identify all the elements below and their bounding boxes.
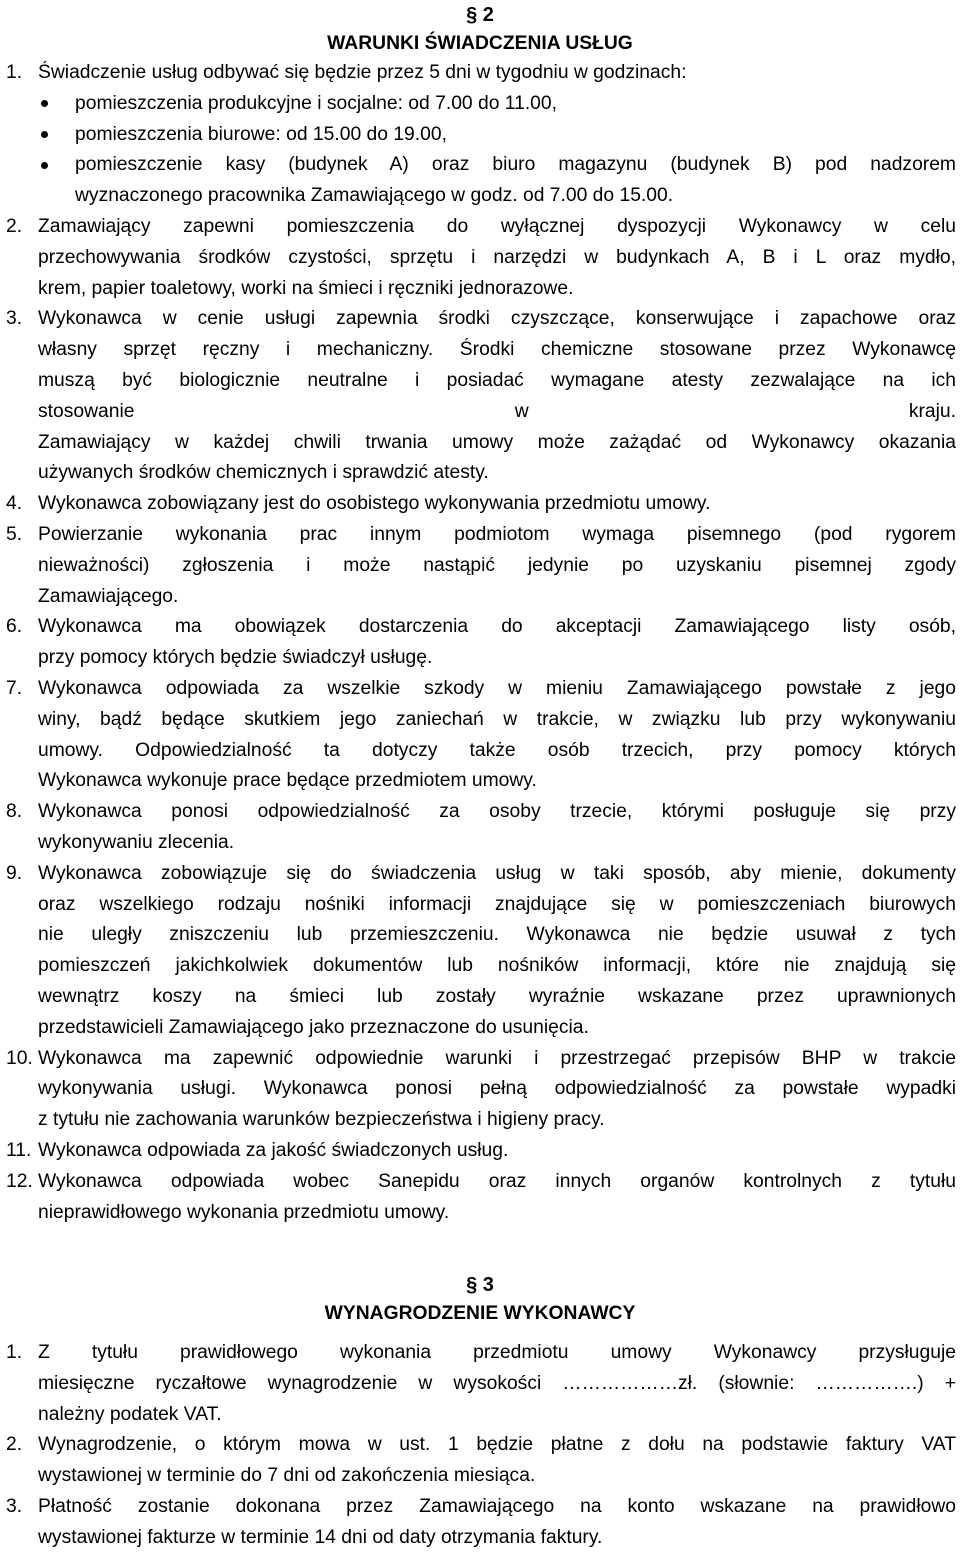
list-item-text-line: Zamawiający w każdej chwili trwania umowy może zażądać od Wykonawcy okazania <box>38 431 956 453</box>
list-item-number: 1. <box>6 62 23 83</box>
list-item-text-line: winy, bądź będące skutkiem jego zaniechań w trakcie, w związku lub przy wykonywaniu <box>38 708 956 730</box>
list-item-text-line: Wynagrodzenie, o którym mowa w ust. 1 będzie płatne z dołu na podstawie faktury VAT <box>38 1434 956 1456</box>
list-item-number: 3. <box>6 308 23 330</box>
list-item-text-line: wystawionej fakturze w terminie 14 dni od daty otrzymania faktury. <box>38 1526 603 1548</box>
list-item-text-line: Wykonawca w cenie usługi zapewnia środki czyszczące, konserwujące i zapachowe oraz <box>38 308 956 330</box>
list-item-text-line: Wykonawca wykonuje prace będące przedmiotem umowy. <box>38 770 537 792</box>
list-item-text-line: Wykonawca zobowiązuje się do świadczenia usług w taki sposób, aby mienie, dokumenty <box>38 862 956 884</box>
list-item-number: 5. <box>6 524 23 545</box>
list-item-number: 4. <box>6 493 23 515</box>
list-item-number: 1. <box>6 1342 23 1363</box>
list-item-text-line: wystawionej w terminie do 7 dni od zakończenia miesiąca. <box>38 1465 536 1487</box>
bullet-text-line: pomieszczenie kasy (budynek A) oraz biuro magazynu (budynek B) pod nadzorem <box>75 154 956 176</box>
list-item-text-line: przy pomocy których będzie świadczył usługę. <box>38 647 433 669</box>
list-item-number: 7. <box>6 678 23 699</box>
list-item-number: 11. <box>6 1140 32 1161</box>
list-item-text-line: nieprawidłowego wykonania przedmiotu umowy. <box>38 1201 450 1223</box>
list-item-text-line: krem, papier toaletowy, worki na śmieci i ręczniki jednorazowe. <box>38 277 574 299</box>
section-3-title: WYNAGRODZENIE WYKONAWCY <box>324 1303 636 1324</box>
bullet-text-line: wyznaczonego pracownika Zamawiającego w godz. od 7.00 do 15.00. <box>75 185 674 207</box>
list-item-text-line: pomieszczeń jakichkolwiek dokumentów lub nośników informacji, które nie znajdują się <box>38 955 956 977</box>
section-2-symbol: § 2 <box>466 4 494 26</box>
list-item-text-line: Powierzanie wykonania prac innym podmiotom wymaga pisemnego (pod rygorem <box>38 524 956 545</box>
list-item-number: 6. <box>6 616 23 638</box>
list-item-text-line: przechowywania środków czystości, sprzętu i narzędzi w budynkach A, B i L oraz mydło, <box>38 246 956 268</box>
list-item-number: 2. <box>6 216 23 237</box>
list-item-text-line: wykonywaniu zlecenia. <box>38 832 235 853</box>
list-item-text-line: wykonywania usługi. Wykonawca ponosi pełną odpowiedzialność za powstałe wypadki <box>38 1078 956 1100</box>
bullet-icon <box>38 153 50 177</box>
list-item-text-line: Wykonawca ponosi odpowiedzialność za osoby trzecie, którymi posługuje się przy <box>38 801 956 823</box>
list-item-text-line: oraz wszelkiego rodzaju nośniki informacji znajdujące się w pomieszczeniach biurowych <box>38 893 956 915</box>
list-item-text-line: Wykonawca odpowiada wobec Sanepidu oraz innych organów kontrolnych z tytułu <box>38 1170 956 1192</box>
list-item-text-line: Świadczenie usług odbywać się będzie przez 5 dni w tygodniu w godzinach: <box>38 62 687 83</box>
list-item-number: 12. <box>6 1170 33 1192</box>
list-item-text-line: Wykonawca odpowiada za wszelkie szkody w mieniu Zamawiającego powstałe z jego <box>38 678 956 699</box>
list-item-number: 8. <box>6 801 23 823</box>
list-item-number: 3. <box>6 1496 23 1517</box>
bullet-text-line: pomieszczenia biurowe: od 15.00 do 19.00, <box>75 123 447 145</box>
list-item-number: 9. <box>6 862 23 884</box>
list-item-text-line: Wykonawca ma zapewnić odpowiednie warunki i przestrzegać przepisów BHP w trakcie <box>38 1047 956 1069</box>
section-2-title: WARUNKI ŚWIADCZENIA USŁUG <box>327 33 633 54</box>
list-item-text-line: Z tytułu prawidłowego wykonania przedmiotu umowy Wykonawcy przysługuje <box>38 1342 956 1363</box>
list-item-text-line: Wykonawca ma obowiązek dostarczenia do akceptacji Zamawiającego listy osób, <box>38 616 956 638</box>
section-3-symbol: § 3 <box>466 1274 494 1296</box>
bullet-text-line: pomieszczenia produkcyjne i socjalne: od 7.00 do 11.00, <box>75 92 557 114</box>
list-item-number: 10. <box>6 1047 33 1069</box>
list-item-text-line: Wykonawca zobowiązany jest do osobistego wykonywania przedmiotu umowy. <box>38 493 711 515</box>
list-item-text-line: Zamawiający zapewni pomieszczenia do wyłącznej dyspozycji Wykonawcy w celu <box>38 216 956 237</box>
list-item-text-line: używanych środków chemicznych i sprawdzić atesty. <box>38 462 489 484</box>
list-item-text-line: muszą być biologicznie neutralne i posiadać wymagane atesty zezwalające na ich <box>38 370 956 391</box>
list-item-text-line: Płatność zostanie dokonana przez Zamawiającego na konto wskazane na prawidłowo <box>38 1496 956 1517</box>
list-item-text-line: wewnątrz koszy na śmieci lub zostały wyraźnie wskazane przez uprawnionych <box>38 986 956 1007</box>
list-item-text-line: z tytułu nie zachowania warunków bezpieczeństwa i higieny pracy. <box>38 1109 605 1131</box>
list-item-text-line: własny sprzęt ręczny i mechaniczny. Środki chemiczne stosowane przez Wykonawcę <box>38 339 956 361</box>
list-item-text-line: umowy. Odpowiedzialność ta dotyczy także osób trzecich, przy pomocy których <box>38 739 956 761</box>
list-item-text-line: nieważności) zgłoszenia i może nastąpić jedynie po uzyskaniu pisemnej zgody <box>38 554 956 576</box>
list-item-text-line: należny podatek VAT. <box>38 1403 222 1425</box>
list-item-text-line: miesięczne ryczałtowe wynagrodzenie w wysokości ………………zł. (słownie: …………….) + <box>38 1372 956 1394</box>
bullet-icon <box>38 92 50 116</box>
list-item-text-line: stosowanie w kraju. <box>38 400 956 422</box>
list-item-number: 2. <box>6 1434 23 1456</box>
list-item-text-line: nie uległy zniszczeniu lub przemieszczeniu. Wykonawca nie będzie usuwał z tych <box>38 924 956 946</box>
list-item-text-line: przedstawicieli Zamawiającego jako przeznaczone do usunięcia. <box>38 1016 589 1038</box>
list-item-text-line: Wykonawca odpowiada za jakość świadczonych usług. <box>38 1140 509 1161</box>
bullet-icon <box>38 123 50 147</box>
list-item-text-line: Zamawiającego. <box>38 585 179 607</box>
